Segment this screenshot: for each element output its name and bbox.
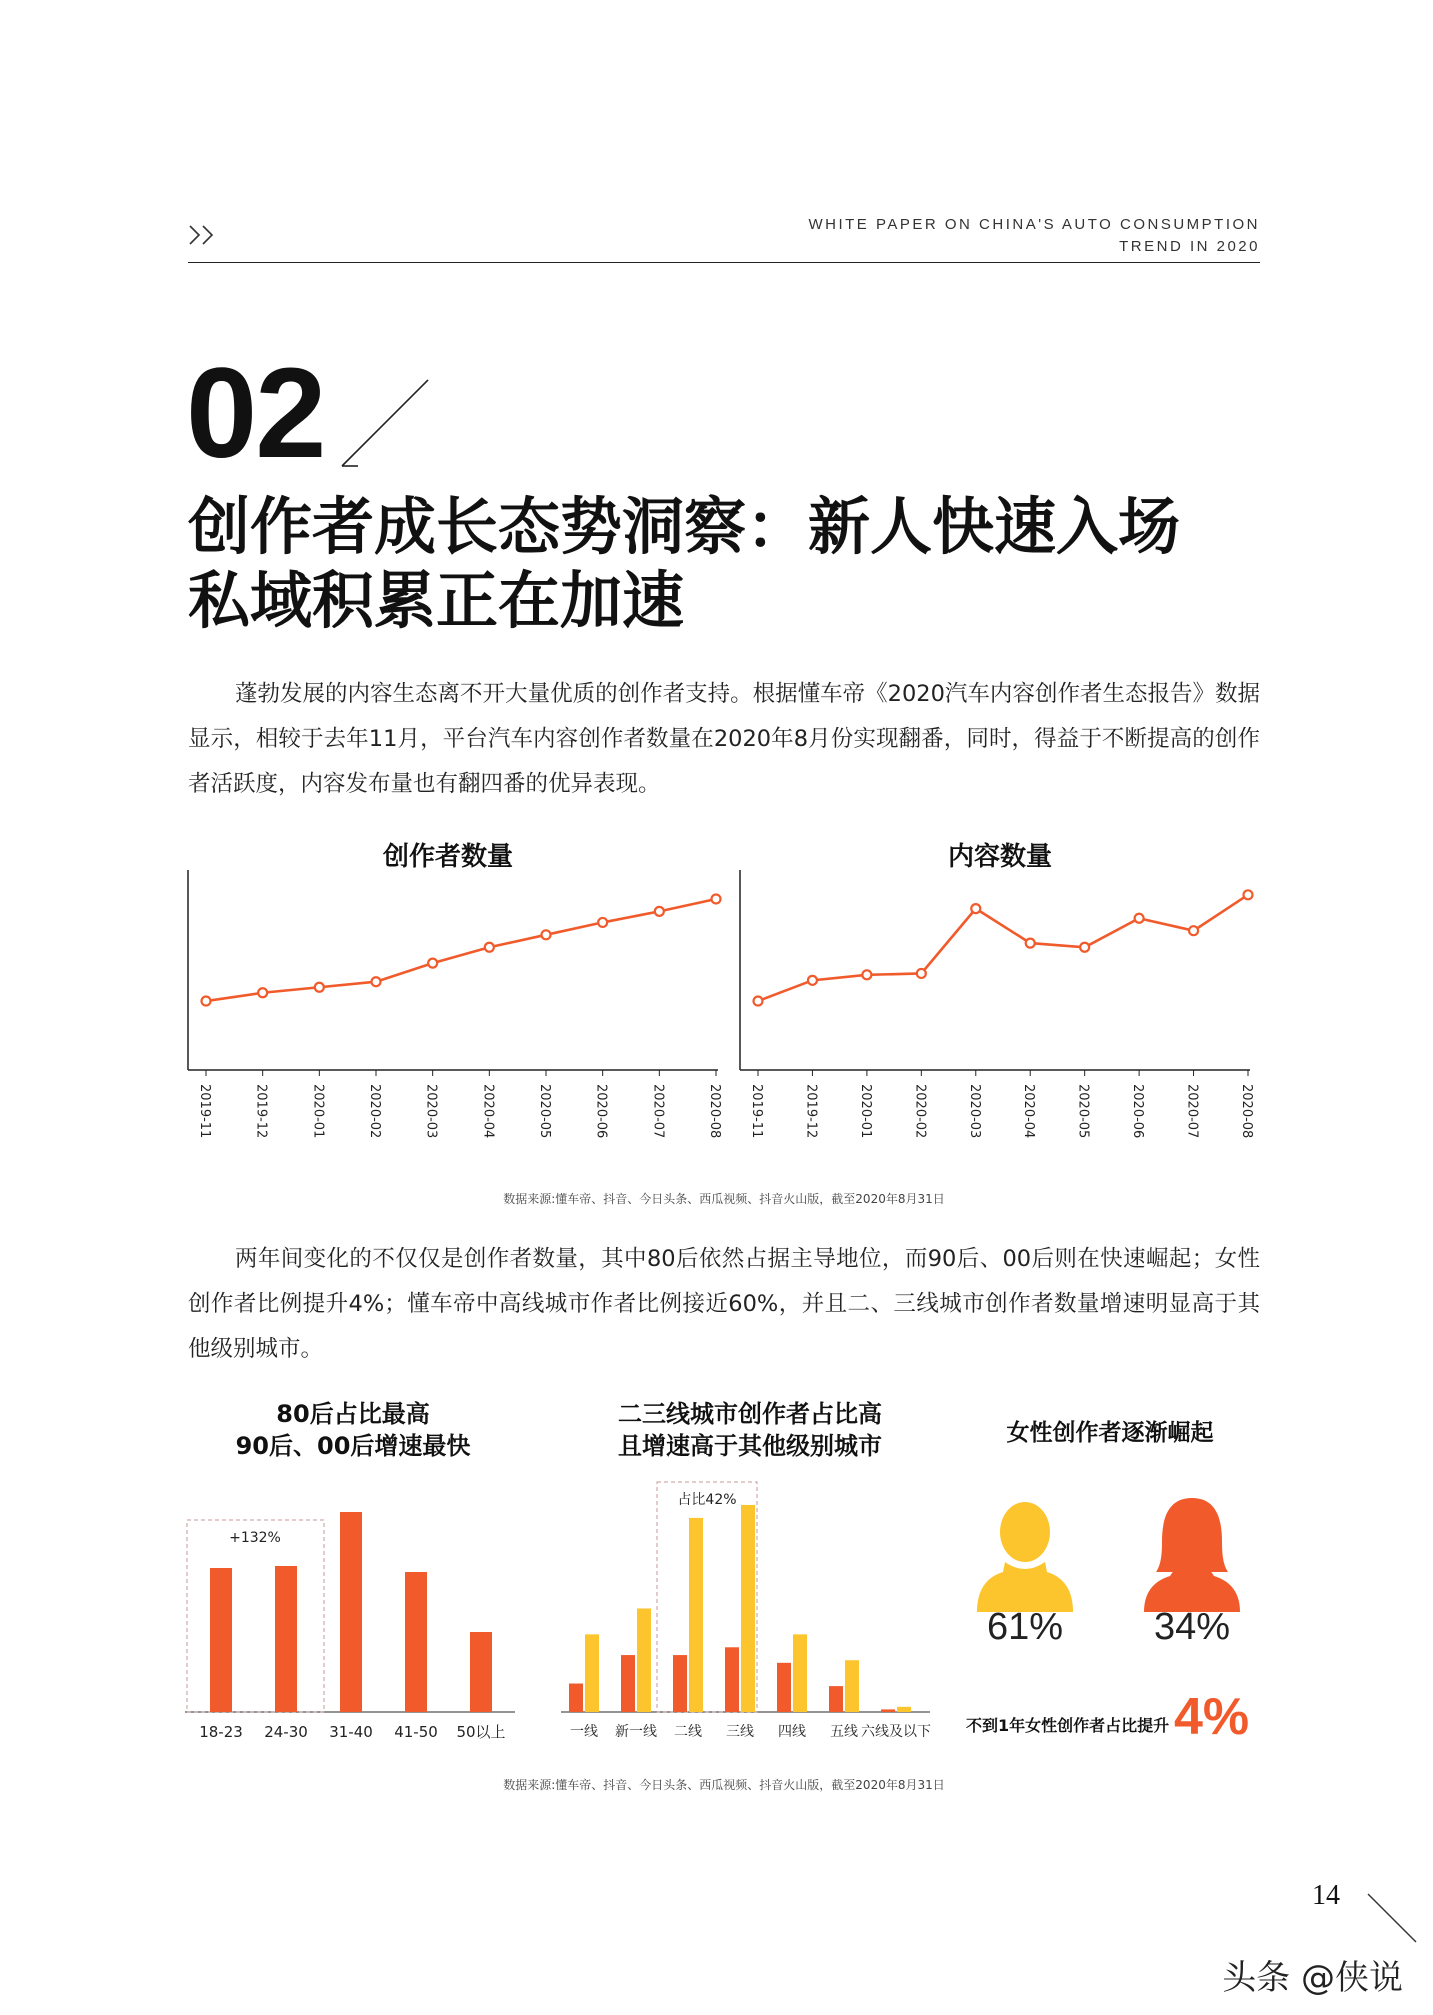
header-line-1: WHITE PAPER ON CHINA'S AUTO CONSUMPTION: [808, 216, 1260, 233]
female-percent: 34%: [1153, 1606, 1231, 1648]
age-chart-title-line-1: 80后占比最高: [276, 1400, 430, 1428]
x-tick-label: 2020-05: [1075, 1084, 1091, 1139]
creators-line-chart: [170, 870, 730, 1160]
highlight-label: 占比42%: [677, 1492, 737, 1508]
bar: [340, 1512, 362, 1712]
bar: [569, 1684, 583, 1712]
x-tick-label: 2020-03: [966, 1084, 982, 1139]
data-point: [1026, 939, 1035, 948]
x-tick-label: 2020-08: [1239, 1084, 1254, 1139]
data-point: [485, 943, 494, 952]
x-tick-label: 2020-06: [593, 1084, 609, 1139]
data-point: [917, 969, 926, 978]
content-chart-title: 内容数量: [947, 842, 1052, 872]
x-tick-label: 2020-01: [857, 1084, 873, 1139]
bar: [621, 1655, 635, 1712]
watermark: 头条 @侠说: [1222, 1958, 1403, 1998]
age-bar-chart: [180, 1490, 530, 1750]
source-note-2: 数据来源:懂车帝、抖音、今日头条、西瓜视频、抖音火山版，截至2020年8月31日: [503, 1778, 945, 1792]
female-title: 女性创作者逐渐崛起: [1006, 1420, 1214, 1446]
female-growth-note: 不到1年女性创作者占比提升: [966, 1716, 1170, 1735]
bar: [881, 1709, 895, 1712]
bar: [725, 1647, 739, 1712]
x-tick-label: 24-30: [264, 1723, 308, 1741]
x-tick-label: 2020-07: [650, 1084, 666, 1139]
data-point: [862, 970, 871, 979]
section-title-line-2: 私域积累正在加速: [188, 564, 685, 637]
data-point: [428, 959, 437, 968]
city-chart-title: [560, 1398, 940, 1462]
footer-slash: [1366, 1892, 1418, 1948]
bar: [210, 1568, 232, 1712]
content-line-chart: [722, 870, 1262, 1160]
header-line-2: TREND IN 2020: [1119, 238, 1260, 255]
age-chart-title-line-2: 90后、00后增速最快: [235, 1432, 471, 1460]
bar: [845, 1660, 859, 1712]
data-point: [315, 983, 324, 992]
x-tick-label: 五线: [830, 1724, 858, 1740]
x-tick-label: 新一线: [615, 1724, 657, 1740]
x-tick-label: 2020-01: [310, 1084, 326, 1139]
data-point: [712, 894, 721, 903]
x-tick-label: 18-23: [199, 1723, 243, 1741]
x-tick-label: 41-50: [394, 1723, 438, 1741]
x-tick-label: 2020-06: [1130, 1084, 1146, 1139]
x-tick-label: 2020-08: [707, 1084, 722, 1139]
intro-paragraph: 蓬勃发展的内容生态离不开大量优质的创作者支持。根据懂车帝《2020汽车内容创作者生态报告》数据显示，相较于去年11月，平台汽车内容创作者数量在2020年8月份实现翻番，同时，得益于不断提高的创作者活跃度，内容发布量也有翻四番的优异表现。: [188, 681, 1260, 797]
city-chart-title-line-1: 二三线城市创作者占比高: [618, 1400, 882, 1428]
data-point: [1135, 914, 1144, 923]
data-point: [202, 997, 211, 1006]
bar: [793, 1634, 807, 1712]
bar: [637, 1608, 651, 1712]
section-number: 02: [186, 342, 325, 485]
x-tick-label: 2019-11: [197, 1084, 212, 1139]
data-point: [1244, 890, 1253, 899]
bar: [689, 1518, 703, 1712]
x-tick-label: 2019-11: [749, 1084, 764, 1139]
source-note-1: 数据来源:懂车帝、抖音、今日头条、西瓜视频、抖音火山版，截至2020年8月31日: [503, 1192, 945, 1206]
female-avatar-icon: [1142, 1496, 1242, 1616]
x-tick-label: 2020-04: [1021, 1084, 1037, 1139]
city-chart-title-line-2: 且增速高于其他级别城市: [618, 1432, 882, 1460]
section-slash: [340, 378, 430, 472]
x-tick-label: 六线及以下: [861, 1724, 931, 1740]
data-point: [754, 997, 763, 1006]
x-tick-label: 四线: [778, 1724, 806, 1740]
male-percent: 61%: [986, 1606, 1064, 1648]
data-point: [258, 988, 267, 997]
data-point: [1189, 926, 1198, 935]
city-bar-chart: [558, 1480, 938, 1750]
bar: [275, 1566, 297, 1712]
page-number: 14: [1312, 1880, 1340, 1911]
x-tick-label: 2020-03: [423, 1084, 439, 1139]
x-tick-label: 2020-04: [480, 1084, 496, 1139]
data-point: [542, 930, 551, 939]
data-point: [971, 904, 980, 913]
x-tick-label: 50以上: [456, 1723, 506, 1741]
section-title-line-1: 创作者成长态势洞察：新人快速入场: [188, 490, 1181, 563]
x-tick-label: 三线: [726, 1724, 754, 1740]
male-avatar-icon: [975, 1500, 1075, 1616]
bar: [777, 1663, 791, 1712]
series-line: [758, 895, 1248, 1001]
bar: [829, 1686, 843, 1712]
bar: [470, 1632, 492, 1712]
x-tick-label: 2020-02: [367, 1084, 382, 1139]
data-point: [372, 977, 381, 986]
x-tick-label: 2019-12: [803, 1084, 819, 1139]
age-chart-title: [188, 1398, 518, 1462]
bar: [585, 1634, 599, 1712]
data-point: [1080, 943, 1089, 952]
x-tick-label: 2020-05: [537, 1084, 552, 1139]
x-tick-label: 一线: [570, 1724, 598, 1740]
x-tick-label: 2020-02: [912, 1084, 928, 1139]
section-title: [188, 490, 1180, 638]
header-rule: [188, 262, 1260, 263]
highlight-box: [187, 1520, 324, 1712]
second-paragraph: 两年间变化的不仅仅是创作者数量，其中80后依然占据主导地位，而90后、00后则在快速崛起；女性创作者比例提升4%；懂车帝中高线城市作者比例接近60%，并且二、三线城市创作者数量增速明显高于其他级别城市。: [188, 1246, 1260, 1362]
double-chevron-icon: [188, 224, 218, 250]
data-point: [598, 918, 607, 927]
series-line: [206, 899, 716, 1001]
bar: [741, 1505, 755, 1712]
bar: [673, 1655, 687, 1712]
bar: [897, 1707, 911, 1712]
female-growth-value: 4%: [1174, 1688, 1250, 1746]
x-tick-label: 2019-12: [253, 1084, 269, 1139]
bar: [405, 1572, 427, 1712]
data-point: [655, 907, 664, 916]
x-tick-label: 31-40: [329, 1723, 373, 1741]
data-point: [808, 976, 817, 985]
x-tick-label: 二线: [674, 1724, 702, 1740]
highlight-label: +132%: [229, 1530, 281, 1546]
creators-chart-title: 创作者数量: [382, 842, 513, 872]
x-tick-label: 2020-07: [1184, 1084, 1200, 1139]
running-header: [808, 214, 1260, 258]
